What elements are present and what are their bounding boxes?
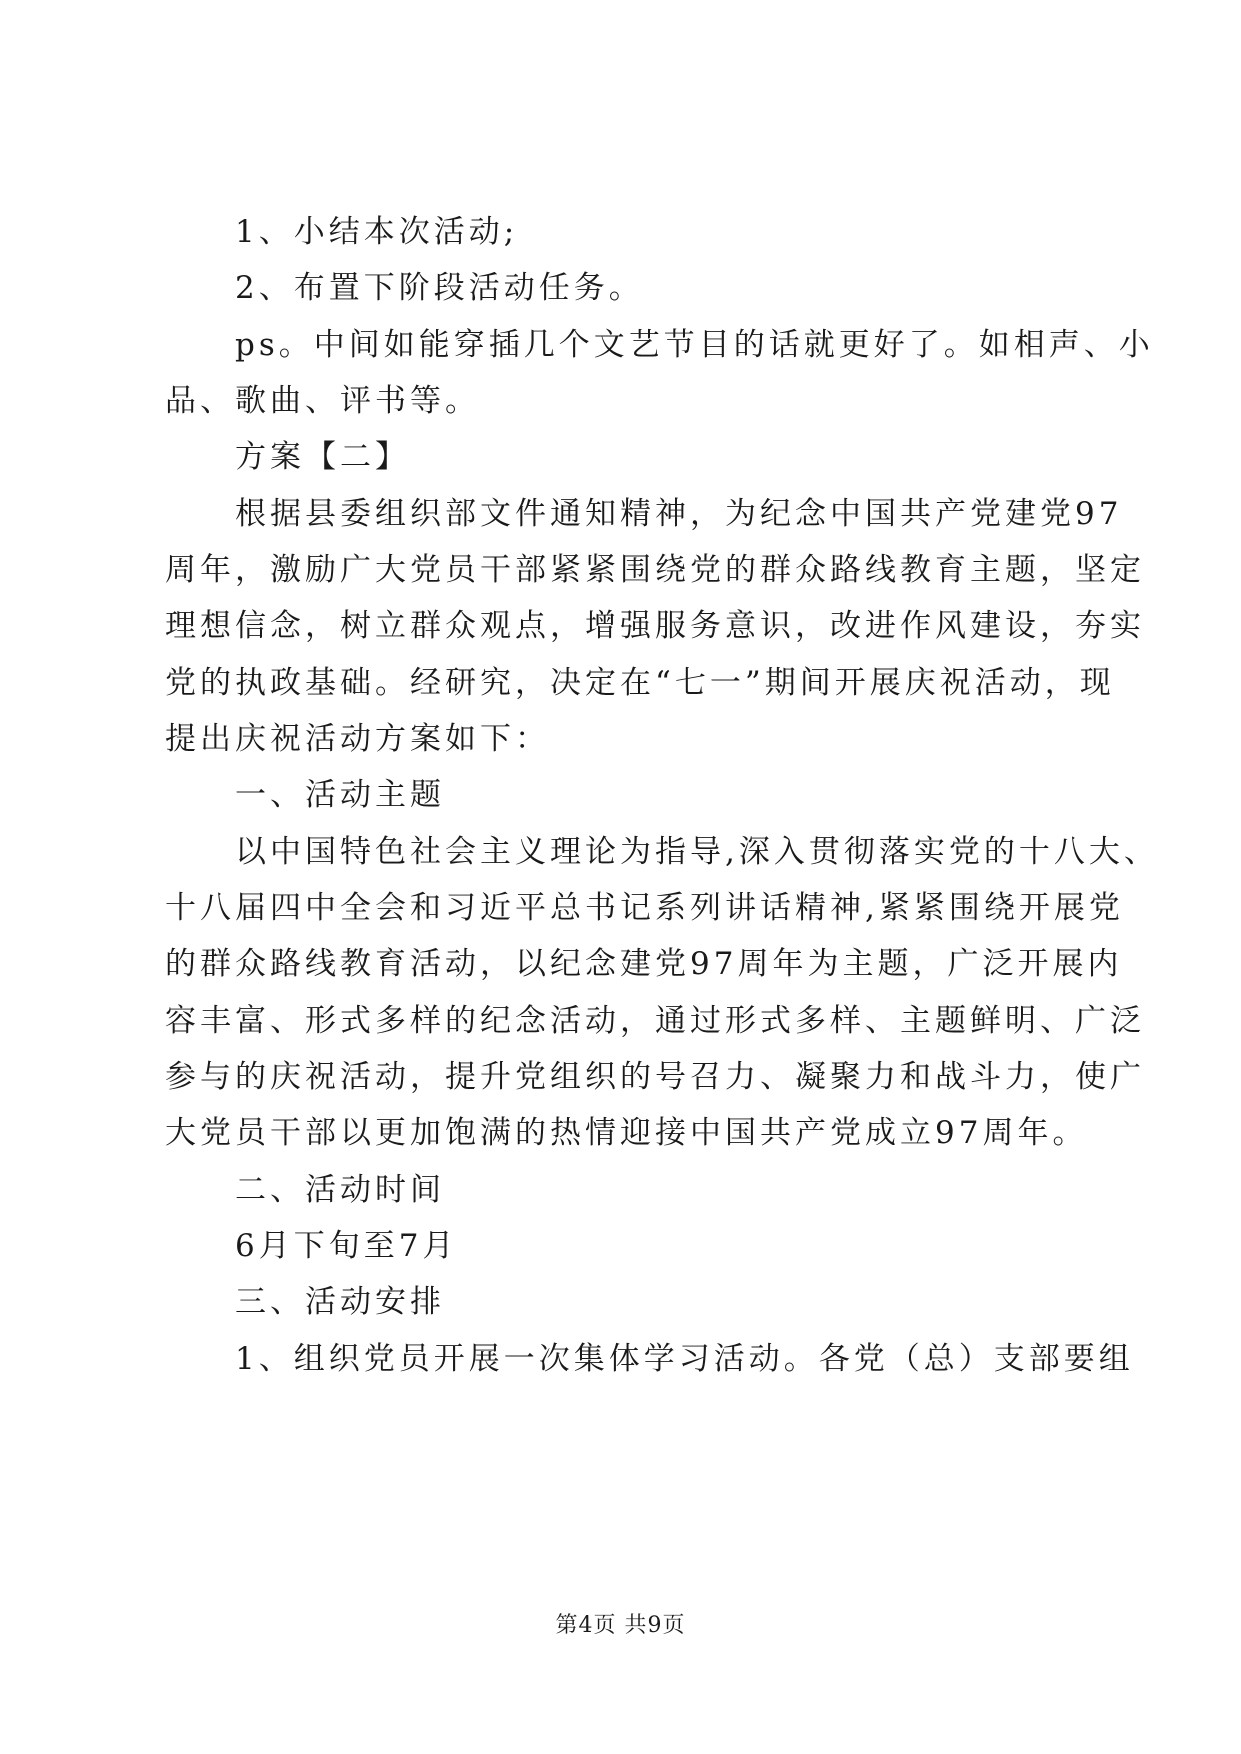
text-line: 以中国特色社会主义理论为指导,深入贯彻落实党的十八大、: [165, 834, 1159, 870]
section-heading: 一、活动主题: [165, 777, 445, 813]
page-footer: 第4页 共9页: [555, 1613, 686, 1638]
text-line: 6月下旬至7月: [165, 1228, 458, 1264]
section-heading: 二、活动时间: [165, 1172, 445, 1208]
text-line: 1、组织党员开展一次集体学习活动。各党（总）支部要组: [165, 1341, 1134, 1377]
text-line: 周年，激励广大党员干部紧紧围绕党的群众路线教育主题，坚定: [165, 552, 1145, 588]
text-line: 的群众路线教育活动，以纪念建党97周年为主题，广泛开展内: [165, 946, 1123, 982]
text-line: 容丰富、形式多样的纪念活动，通过形式多样、主题鲜明、广泛: [165, 1003, 1145, 1039]
text-line: 十八届四中全会和习近平总书记系列讲话精神,紧紧围绕开展党: [165, 890, 1124, 926]
text-line: ps。中间如能穿插几个文艺节目的话就更好了。如相声、小: [165, 327, 1154, 363]
text-line: 品、歌曲、评书等。: [165, 383, 480, 419]
text-line: 提出庆祝活动方案如下：: [165, 721, 550, 757]
text-line: 根据县委组织部文件通知精神，为纪念中国共产党建党97: [165, 496, 1123, 532]
text-line: 理想信念，树立群众观点，增强服务意识，改进作风建设，夯实: [165, 608, 1145, 644]
text-line: 参与的庆祝活动，提升党组织的号召力、凝聚力和战斗力，使广: [165, 1059, 1145, 1095]
text-line: 党的执政基础。经研究，决定在“七一”期间开展庆祝活动，现: [165, 665, 1115, 701]
text-line: 2、布置下阶段活动任务。: [165, 270, 644, 306]
section-heading: 三、活动安排: [165, 1284, 445, 1320]
text-line: 1、小结本次活动;: [165, 214, 519, 250]
section-heading: 方案【二】: [165, 439, 410, 475]
text-line: 大党员干部以更加饱满的热情迎接中国共产党成立97周年。: [165, 1115, 1088, 1151]
